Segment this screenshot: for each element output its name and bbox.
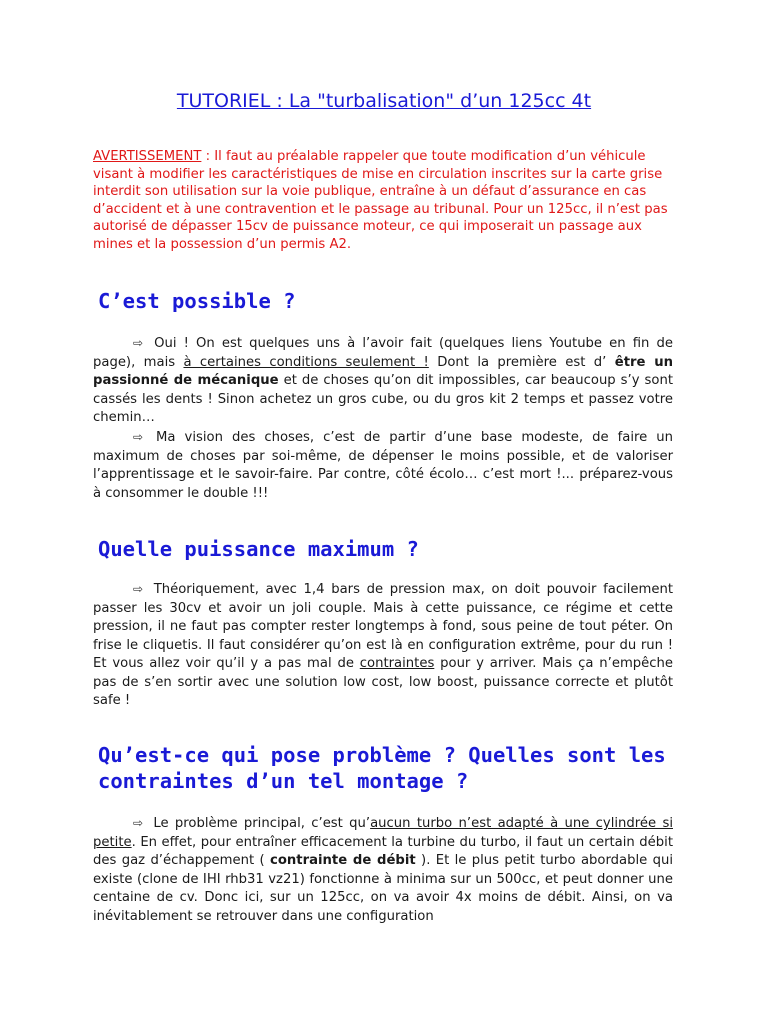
section-heading-contraintes: Qu’est-ce qui pose problème ? Quelles sont les contraintes d’un tel montage ? xyxy=(98,743,666,793)
text-segment: ). Et le plus petit turbo abordable qui existe (clone de IHI rhb31 vz21) fonctionne à minima sur un 500cc, et peut donner une centaine de cv. Donc ici, sur un 125cc, on va avoir 4x moins de débit. Ainsi, on va inévitablement se retrouver dans une configuration xyxy=(93,853,673,924)
text-underlined: à certaines conditions seulement ! xyxy=(183,354,429,370)
text-segment: . En effet, pour entraîner efficacement la turbine du turbo, il faut un certain débit des gaz d’échappement ( xyxy=(93,834,673,868)
paragraph-possible-2 xyxy=(93,428,673,503)
text-underlined: aucun turbo n’est adapté à une cylindrée si petite xyxy=(93,816,673,850)
page-title: TUTORIEL : La "turbalisation" d’un 125cc 4t xyxy=(176,90,592,112)
paragraph-contraintes-1 xyxy=(93,814,673,926)
text-segment: Le problème principal, c’est qu’ xyxy=(147,816,371,831)
arrow-right-outline-icon: ⇨ xyxy=(133,336,144,350)
section-heading-puissance: Quelle puissance maximum ? xyxy=(98,537,419,561)
section-heading-possible: C’est possible ? xyxy=(98,289,296,313)
arrow-right-outline-icon: ⇨ xyxy=(133,816,144,830)
paragraph-puissance-1 xyxy=(93,580,673,711)
text-segment: Théoriquement, avec 1,4 bars de pression max, on doit pouvoir facilement passer les 30cv et avoir un joli couple. Mais à cette puissance, ce régime et cette pression, il ne faut pas compter rester longtemps à fond, sous peine de tout péter. On frise le cliquetis. Il faut considérer qu’on est là en configuration extrême, pour du run ! Et vous allez voir qu’il y a pas mal de xyxy=(93,582,673,671)
text-segment: Oui ! On est quelques uns à l’avoir fait (quelques liens Youtube en fin de page), mais xyxy=(93,336,673,370)
text-bold: contrainte de débit xyxy=(270,853,416,868)
paragraph-possible-1 xyxy=(93,334,673,428)
text-bold: être un passionné de mécanique xyxy=(93,354,673,388)
warning-label: AVERTISSEMENT xyxy=(93,149,202,164)
text-segment: Ma vision des choses, c’est de partir d’une base modeste, de faire un maximum de choses par soi-même, de dépenser le moins possible, et de valoriser l’apprentissage et le savoir-faire. Par contre, côté écolo… c’est mort !... préparez-vous à consommer le double !!! xyxy=(93,430,673,501)
warning-paragraph xyxy=(93,148,675,253)
arrow-right-outline-icon: ⇨ xyxy=(133,430,144,444)
text-segment: Dont la première est d’ xyxy=(428,354,615,370)
text-underlined: contraintes xyxy=(359,656,435,671)
text-segment: pour y arriver. Mais ça n’empêche pas de s’en sortir avec une solution low cost, low boost, puissance correcte et plutôt safe ! xyxy=(93,656,673,708)
warning-text: : Il faut au préalable rappeler que toute modification d’un véhicule visant à modifier les caractéristiques de mise en circulation inscrites sur la carte grise interdit son utilisation sur la voie publique, entraîne à un défaut d’assurance en cas d’accident et à une contravention et le passage au tribunal. Pour un 125cc, il n’est pas autorisé de dépasser 15cv de puissance moteur, ce qui imposerait un passage aux mines et la possession d’un permis A2. xyxy=(93,149,668,252)
text-segment: et de choses qu’on dit impossibles, car beaucoup s’y sont cassés les dents ! Sinon achetez un gros cube, ou du gros kit 2 temps et passez votre chemin… xyxy=(93,373,673,425)
arrow-right-outline-icon: ⇨ xyxy=(133,582,144,596)
